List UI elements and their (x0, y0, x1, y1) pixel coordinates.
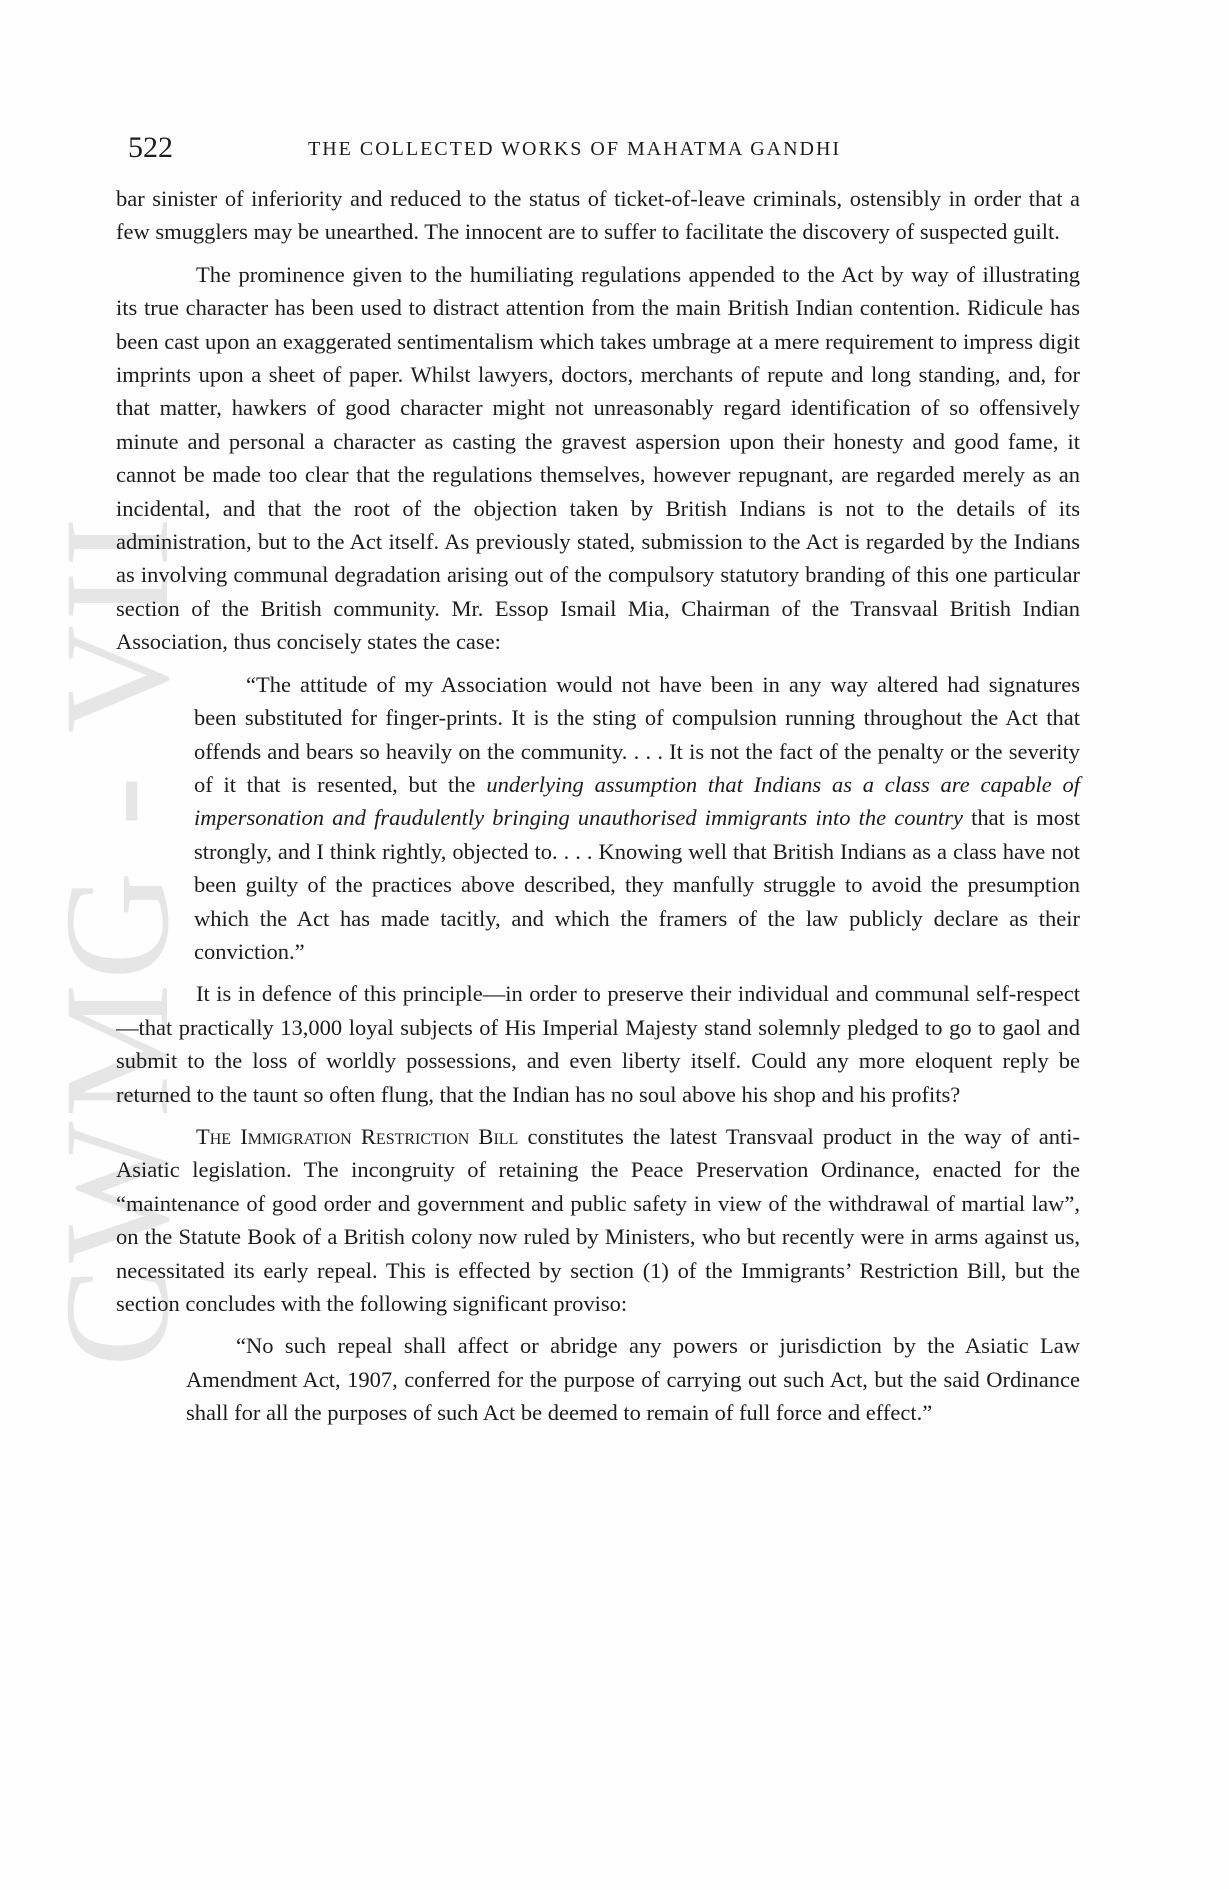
body-text (116, 182, 1080, 1430)
paragraph-prominence: The prominence given to the humiliating regulations appended to the Act by way of illustrating its true character has been used to distract attention from the main British Indian contention. Ridicule has been cast upon an exaggerated sentimentalism which takes umbrage at a mere requirement to impress digit imprints upon a sheet of paper. Whilst lawyers, doctors, merchants of repute and long standing, and, for that matter, hawkers of good character might not unreasonably regard identification of so offensively minute and personal a character as casting the gravest aspersion upon their honesty and good fame, it cannot be made too clear that the regulations themselves, however repugnant, are regarded merely as an incidental, and that the root of the objection taken by British Indians is not to the details of its administration, but to the Act itself. As previously stated, submission to the Act is regarded by the Indians as involving communal degradation arising out of the compulsory statutory branding of this one particular section of the British community. Mr. Essop Ismail Mia, Chairman of the Transvaal British Indian Association, thus concisely states the case: (116, 261, 1080, 655)
paragraph-immigration-bill (116, 1120, 1080, 1320)
block-quote-association (194, 668, 1080, 969)
page-header (128, 128, 1080, 168)
bill-title-smallcaps: The Immigration Restriction Bill (196, 1123, 519, 1149)
bill-paragraph-text: constitutes the latest Transvaal product in the way of anti-Asiatic legislation. The incongruity of retaining the Peace Preservation Ordinance, enacted for the “maintenance of good order and government and public safety in view of the withdrawal of martial law”, on the Statute Book of a British colony now ruled by Ministers, who but recently were in arms against us, necessitated its early repeal. This is effected by section (1) of the Immigrants’ Restriction Bill, but the section concludes with the following significant proviso: (116, 1123, 1080, 1316)
watermark-text: CWMG - VII (34, 513, 200, 1367)
quote-text-after: that is most strongly, and I think rightly, objected to. . . . Knowing well that British Indians as a class have not been guilty of the practices above described, they manfully struggle to avoid the presumption which the Act has made tacitly, and which the framers of the law publicly declare as their conviction.” (194, 805, 1080, 964)
paragraph-continued: bar sinister of inferiority and reduced to the status of ticket-of-leave criminals, ostensibly in order that a few smugglers may be unearthed. The innocent are to suffer to facilitate the discovery of suspected guilt. (116, 186, 1080, 245)
quote-text-before: “The attitude of my Association would not have been in any way altered had signatures been substituted for finger-prints. It is the sting of compulsion running throughout the Act that offends and bears so heavily on the community. . . . It is not the fact of the penalty or the severity of it that is resented, but the (194, 671, 1080, 797)
block-quote-proviso: “No such repeal shall affect or abridge any powers or jurisdiction by the Asiatic Law Amendment Act, 1907, conferred for the purpose of carrying out such Act, but the said Ordinance shall for all the purposes of such Act be deemed to remain of full force and effect.” (186, 1333, 1080, 1426)
paragraph-defence: It is in defence of this principle—in order to preserve their individual and communal self-respect—that practically 13,000 loyal subjects of His Imperial Majesty stand solemnly pledged to go to gaol and submit to the loss of worldly possessions, and even liberty itself. Could any more eloquent reply be returned to the taunt so often flung, that the Indian has no soul above his shop and his profits? (116, 981, 1080, 1107)
running-title: THE COLLECTED WORKS OF MAHATMA GANDHI (308, 138, 842, 160)
quote-italic-text: underlying assumption that Indians as a class are capable of impersonation and fraudulently bringing unauthorised immigrants into the country (194, 771, 1080, 831)
page-number: 522 (128, 131, 173, 164)
